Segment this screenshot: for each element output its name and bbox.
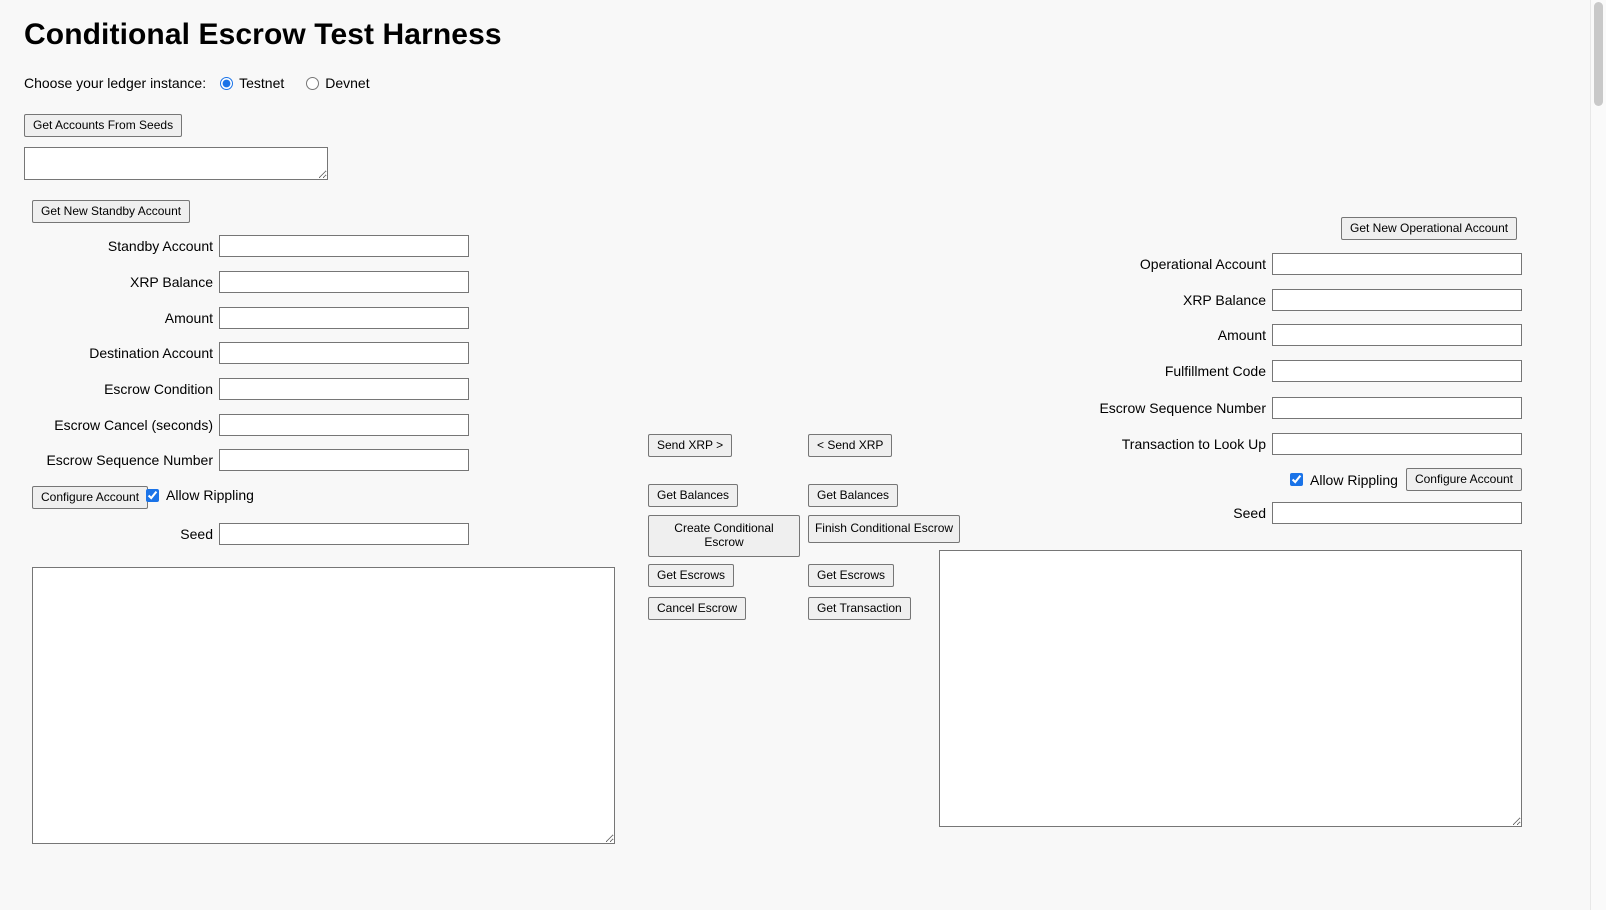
operational-amount-row [1072, 324, 1522, 346]
page-scrollbar-thumb[interactable] [1594, 2, 1603, 106]
operational-account-label: Operational Account [1139, 256, 1266, 272]
standby-destination-account-input[interactable] [219, 342, 469, 364]
standby-get-escrows-button[interactable]: Get Escrows [648, 564, 734, 587]
standby-account-input[interactable] [219, 235, 469, 257]
radio-testnet-input[interactable] [220, 77, 233, 90]
standby-xrp-balance-input[interactable] [219, 271, 469, 293]
standby-escrow-condition-label: Escrow Condition [104, 381, 213, 397]
operational-seed-label: Seed [1233, 505, 1266, 521]
create-conditional-escrow-button[interactable]: Create Conditional Escrow [648, 515, 800, 557]
operational-get-escrows-button[interactable]: Get Escrows [808, 564, 894, 587]
standby-amount-input[interactable] [219, 307, 469, 329]
operational-seed-input[interactable] [1272, 502, 1522, 524]
operational-xrp-balance-label: XRP Balance [1182, 292, 1266, 308]
radio-testnet[interactable] [220, 75, 284, 91]
cancel-escrow-button[interactable]: Cancel Escrow [648, 597, 746, 620]
standby-xrp-balance-row [24, 271, 469, 293]
radio-devnet[interactable] [306, 75, 369, 91]
standby-allow-rippling-row [32, 487, 472, 503]
radio-devnet-label: Devnet [325, 75, 370, 91]
operational-transaction-lookup-row [1072, 433, 1522, 455]
operational-seed-row [1072, 502, 1522, 524]
operational-fulfillment-code-label: Fulfillment Code [1164, 363, 1266, 379]
standby-seed-row [24, 523, 469, 545]
radio-testnet-label: Testnet [239, 75, 285, 91]
send-xrp-right-button[interactable]: Send XRP > [648, 434, 732, 457]
standby-account-row [24, 235, 469, 257]
operational-amount-input[interactable] [1272, 324, 1522, 346]
standby-destination-account-row [24, 342, 469, 364]
operational-fulfillment-code-row [1072, 360, 1522, 382]
page-scrollbar[interactable] [1590, 0, 1606, 910]
operational-transaction-lookup-input[interactable] [1272, 433, 1522, 455]
standby-results-textarea[interactable] [32, 567, 615, 844]
operational-allow-rippling-checkbox[interactable] [1290, 472, 1398, 488]
standby-escrow-cancel-label: Escrow Cancel (seconds) [54, 417, 213, 433]
radio-devnet-input[interactable] [306, 77, 319, 90]
ledger-instance-selector [24, 75, 392, 91]
standby-allow-rippling-input[interactable] [146, 489, 159, 502]
operational-escrow-sequence-row [1072, 397, 1522, 419]
standby-xrp-balance-label: XRP Balance [129, 274, 213, 290]
send-xrp-left-button[interactable]: < Send XRP [808, 434, 892, 457]
get-accounts-from-seeds-button[interactable]: Get Accounts From Seeds [24, 114, 182, 137]
operational-xrp-balance-row [1072, 289, 1522, 311]
standby-destination-account-label: Destination Account [89, 345, 213, 361]
operational-allow-rippling-label: Allow Rippling [1310, 471, 1398, 488]
ledger-instance-label: Choose your ledger instance: [24, 75, 207, 91]
operational-transaction-lookup-label: Transaction to Look Up [1121, 436, 1266, 452]
operational-fulfillment-code-input[interactable] [1272, 360, 1522, 382]
standby-allow-rippling-label: Allow Rippling [166, 487, 254, 503]
page-title: Conditional Escrow Test Harness [24, 18, 502, 51]
standby-configure-account-button[interactable]: Configure Account [32, 486, 148, 509]
get-new-standby-account-button[interactable]: Get New Standby Account [32, 200, 190, 223]
get-transaction-button[interactable]: Get Transaction [808, 597, 911, 620]
get-new-operational-account-button[interactable]: Get New Operational Account [1341, 217, 1517, 240]
standby-escrow-condition-row [24, 378, 469, 400]
standby-allow-rippling-checkbox[interactable] [146, 487, 254, 503]
standby-escrow-sequence-input[interactable] [219, 449, 469, 471]
standby-account-label: Standby Account [107, 238, 213, 254]
standby-amount-label: Amount [164, 310, 213, 326]
finish-conditional-escrow-button[interactable]: Finish Conditional Escrow [808, 515, 960, 543]
operational-get-balances-button[interactable]: Get Balances [808, 484, 898, 507]
operational-account-input[interactable] [1272, 253, 1522, 275]
standby-amount-row [24, 307, 469, 329]
standby-escrow-cancel-input[interactable] [219, 414, 469, 436]
operational-allow-rippling-input[interactable] [1290, 473, 1303, 486]
seeds-textarea[interactable] [24, 147, 328, 180]
standby-escrow-sequence-label: Escrow Sequence Number [46, 452, 213, 468]
operational-configure-account-button[interactable]: Configure Account [1406, 468, 1522, 491]
operational-amount-label: Amount [1217, 327, 1266, 343]
standby-seed-label: Seed [180, 526, 213, 542]
standby-escrow-condition-input[interactable] [219, 378, 469, 400]
standby-seed-input[interactable] [219, 523, 469, 545]
standby-escrow-sequence-row [24, 449, 469, 471]
operational-escrow-sequence-input[interactable] [1272, 397, 1522, 419]
operational-xrp-balance-input[interactable] [1272, 289, 1522, 311]
standby-escrow-cancel-row [24, 414, 469, 436]
operational-account-row [1072, 253, 1522, 275]
operational-escrow-sequence-label: Escrow Sequence Number [1099, 400, 1266, 416]
standby-get-balances-button[interactable]: Get Balances [648, 484, 738, 507]
operational-results-textarea[interactable] [939, 550, 1522, 827]
operational-allow-rippling-row [1072, 468, 1522, 491]
